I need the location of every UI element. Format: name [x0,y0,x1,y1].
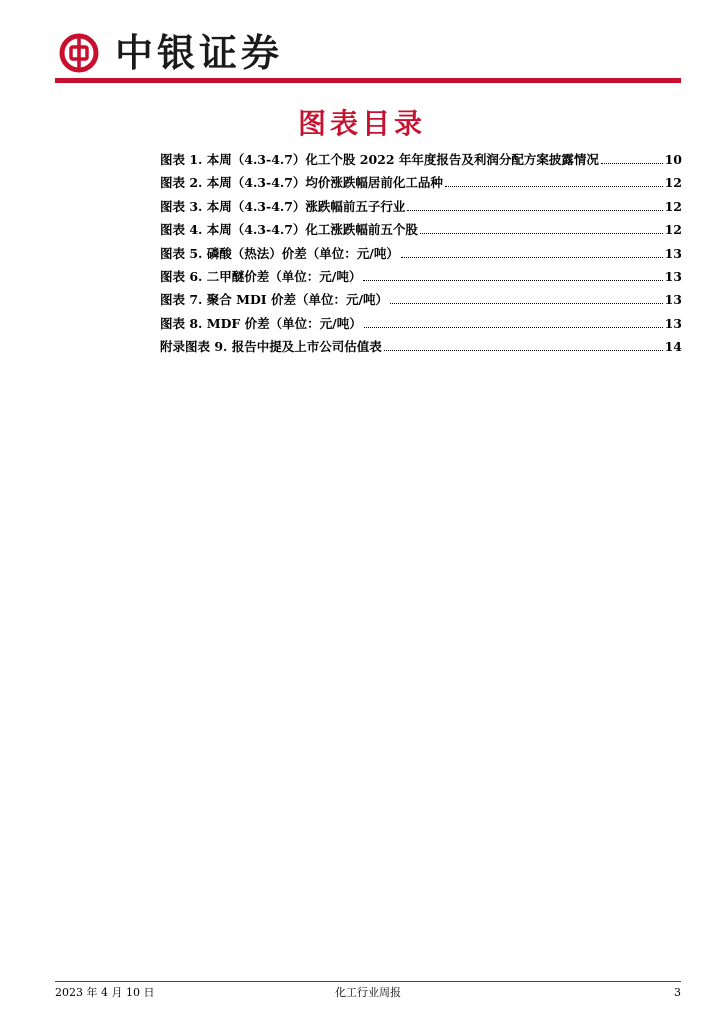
toc-item-6[interactable] [160,267,682,290]
toc-item-4[interactable] [160,220,682,243]
toc-dot-leader [601,163,663,164]
page-footer [55,985,681,1001]
toc-item-page: 12 [664,198,682,214]
toc-item-page: 13 [664,268,682,284]
toc-dot-leader [420,233,663,234]
toc-item-label: 图表 4. 本周（4.3-4.7）化工涨跌幅前五个股 [160,222,418,238]
toc-dot-leader [390,303,663,304]
header-divider [55,78,681,83]
brand-name: 中银证券 [115,31,284,75]
toc-dot-leader [364,327,663,328]
toc-item-label: 图表 8. MDF 价差（单位：元/吨） [160,315,362,331]
toc-item-page: 14 [664,339,682,355]
page-header [55,27,681,85]
toc-item-label: 图表 7. 聚合 MDI 价差（单位：元/吨） [160,292,389,308]
toc-item-page: 10 [664,152,682,167]
footer-divider [55,981,681,982]
toc-item-label: 图表 3. 本周（4.3-4.7）涨跌幅前五子行业 [160,198,406,214]
toc-title: 图表目录 [297,107,426,140]
toc-dot-leader [401,257,663,258]
toc-item-page: 13 [664,315,682,331]
toc-item-page: 12 [664,222,682,238]
toc-list [160,150,682,361]
toc-dot-leader [384,350,663,351]
toc-dot-leader [407,210,662,211]
bank-of-china-logo-icon [59,33,99,73]
toc-dot-leader [445,186,663,187]
toc-item-7[interactable] [160,290,682,313]
toc-item-label: 图表 2. 本周（4.3-4.7）均价涨跌幅居前化工品种 [160,175,443,191]
toc-item-3[interactable] [160,197,682,220]
page-number: 3 [674,986,681,999]
toc-item-page: 12 [664,175,682,191]
toc-item-1[interactable] [160,150,682,173]
toc-dot-leader [363,280,662,281]
toc-item-5[interactable] [160,244,682,267]
report-date: 2023 年 4 月 10 日 [55,986,155,999]
toc-item-label: 附录图表 9. 报告中提及上市公司估值表 [160,339,382,355]
toc-item-label: 图表 6. 二甲醚价差（单位：元/吨） [160,268,362,284]
toc-item-label: 图表 1. 本周（4.3-4.7）化工个股 2022 年年度报告及利润分配方案披露情况 [160,152,599,167]
report-type: 化工行业周报 [335,986,401,999]
toc-item-9[interactable] [160,337,682,360]
toc-item-2[interactable] [160,173,682,196]
toc-item-page: 13 [664,245,682,261]
toc-item-label: 图表 5. 磷酸（热法）价差（单位：元/吨） [160,245,399,261]
toc-item-8[interactable] [160,314,682,337]
toc-item-page: 13 [664,292,682,308]
